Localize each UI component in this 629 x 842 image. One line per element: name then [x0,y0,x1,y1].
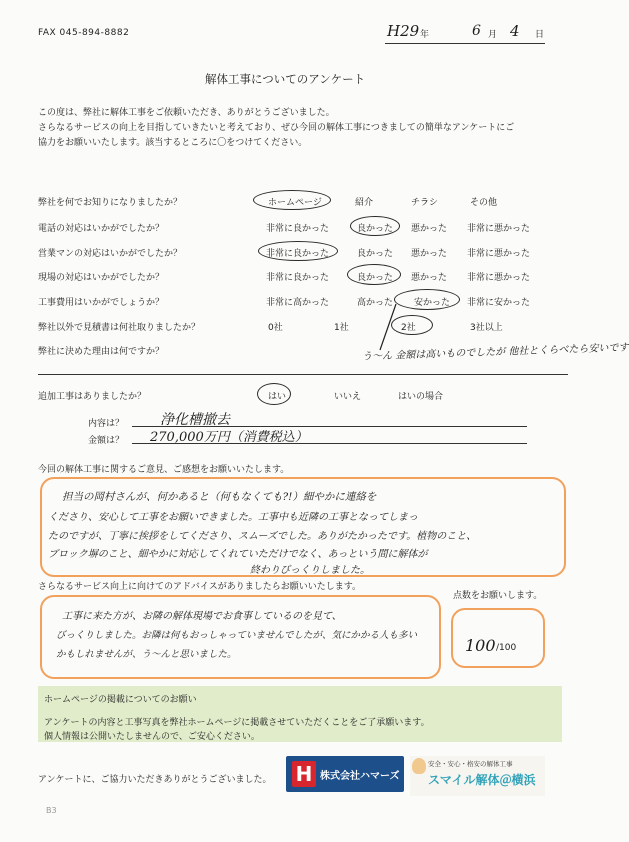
q4-option-2[interactable]: 良かった [357,273,394,283]
homepage-notice-line-1: アンケートの内容と工事写真を弊社ホームページに掲載させていただくことをご了承願います。 [44,718,430,728]
question-4: 現場の対応はいかがでしたか？ [38,273,165,283]
date-day: 4 [510,22,520,40]
q5-option-3[interactable]: 安かった [414,298,451,308]
advice-line-2: びっくりしました。お隣は何もおっしゃっていませんでしたが、気にかかる人も多い [56,630,418,641]
intro-line-3: 協力をお願いいたします。該当するところに〇をつけてください。 [38,138,308,148]
question-3: 営業マンの対応はいかがでしたか？ [38,249,183,259]
hammers-logo [286,756,404,792]
opinion-heading: 今回の解体工事に関するご意見、ご感想をお願いいたします。 [38,465,290,475]
q4-option-1[interactable]: 非常に良かった [266,273,330,283]
advice-line-1: 工事に来た方が、お隣の解体現場でお食事しているのを見て、 [62,611,342,622]
logo-brand-text: スマイル解体＠横浜 [428,773,536,787]
question-2: 電話の対応はいかがでしたか？ [38,224,165,234]
question-5: 工事費用はいかがでしょうか？ [38,298,165,308]
advice-heading: さらなるサービス向上に向けてのアドバイスがありましたらお願いいたします。 [38,582,362,592]
q6-option-1[interactable]: 0社 [268,323,283,333]
q1-option-1[interactable]: ホームページ [268,198,322,208]
q3-selection-circle [258,241,338,261]
thanks-message: アンケートに、ご協力いただきありがとうございました。 [38,775,272,785]
q3-option-4[interactable]: 非常に悪かった [467,249,531,259]
q5-option-4[interactable]: 非常に安かった [467,298,531,308]
page-stamp: B3 [46,806,57,815]
q4-option-4[interactable]: 非常に悪かった [467,273,531,283]
logo-tagline: 安全・安心・格安の解体工事 [428,760,513,768]
homepage-notice-title: ホームページの掲載についてのお願い [44,695,197,705]
q3-option-1[interactable]: 非常に良かった [266,249,330,259]
homepage-notice-line-2: 個人情報は公開いたしませんので、ご安心ください。 [44,732,260,742]
q2-option-2[interactable]: 良かった [357,224,394,234]
page-title: 解体工事についてのアンケート [205,72,366,86]
logo-brand [428,771,536,788]
question-6: 弊社以外で見積書は何社取りましたか？ [38,323,201,333]
additional-option-yes[interactable]: はい [268,392,287,402]
q2-option-4[interactable]: 非常に悪かった [467,224,531,234]
h-logo-icon: H [292,761,316,787]
q3-option-2[interactable]: 良かった [357,249,394,259]
q2-option-1[interactable]: 非常に良かった [266,224,330,234]
smile-kaitai-logo [410,756,545,796]
opinion-line-5: 終わりびっくりしました。 [250,565,370,576]
additional-question: 追加工事はありましたか？ [38,392,147,402]
amount-value: 270,000万円（消費税込） [150,430,308,445]
q4-selection-circle [347,264,401,285]
content-label: 内容は？ [88,419,125,429]
date-year-unit: 年 [420,30,430,40]
opinion-line-1: 担当の岡村さんが、何かあると（何もなくても?!）細やかに連絡を [62,491,377,503]
q3-option-3[interactable]: 悪かった [411,249,448,259]
q5-option-1[interactable]: 非常に高かった [266,298,330,308]
reason-answer: う〜ん 金額は高いものでしたが 他社とくらべたら安いです [361,342,629,363]
date-month-unit: 月 [488,30,498,40]
additional-option-if-yes[interactable]: はいの場合 [398,392,444,402]
score-max: /100 [496,643,517,653]
date-month: 6 [472,23,481,39]
q2-option-3[interactable]: 悪かった [411,224,448,234]
opinion-line-4: ブロック塀のこと、細やかに対応してくれていただけでなく、あっという間に解体が [48,549,428,560]
advice-line-3: かもしれませんが、う〜んと思いました。 [56,649,237,660]
intro-line-2: さらなるサービスの向上を目指していきたいと考えており、ぜひ今回の解体工事につきましての簡単なアンケートにご [38,123,515,133]
score-label: 点数をお願いします。 [453,591,543,601]
additional-selection-circle [257,383,291,405]
pig-mascot-icon [412,758,426,774]
q1-option-3[interactable]: チラシ [411,198,439,208]
q6-option-2[interactable]: 1社 [334,323,349,333]
q1-option-4[interactable]: その他 [470,198,498,208]
opinion-line-2: くださり、安心して工事をお願いできました。工事中も近隣の工事となってしまっ [48,512,418,523]
q6-option-3[interactable]: 2社 [401,323,416,333]
q1-option-2[interactable]: 紹介 [355,198,374,208]
q5-selection-circle [394,289,460,310]
company-name: 株式会社ハマーズ [320,771,400,782]
q2-selection-circle [350,216,400,236]
question-1: 弊社を何でお知りになりましたか？ [38,198,183,208]
q5-option-2[interactable]: 高かった [357,298,394,308]
content-value: 浄化槽撤去 [160,412,230,428]
q6-option-4[interactable]: 3社以上 [470,323,503,333]
date-day-unit: 日 [535,30,545,40]
additional-option-no[interactable]: いいえ [334,392,362,402]
q1-selection-circle [253,190,331,210]
date-year: H29 [387,22,420,40]
reason-question: 弊社に決めた理由は何ですか？ [38,347,165,357]
q4-option-3[interactable]: 悪かった [411,273,448,283]
amount-label: 金額は？ [88,436,125,446]
intro-line-1: この度は、弊社に解体工事をご依頼いただき、ありがとうございました。 [38,108,335,118]
score-value: 100 [465,636,496,655]
opinion-line-3: たのですが、丁寧に挨拶をしてくださり、スムーズでした。ありがたかったです。植物のこと、 [48,531,477,542]
fax-number: FAX 045-894-8882 [38,28,130,38]
